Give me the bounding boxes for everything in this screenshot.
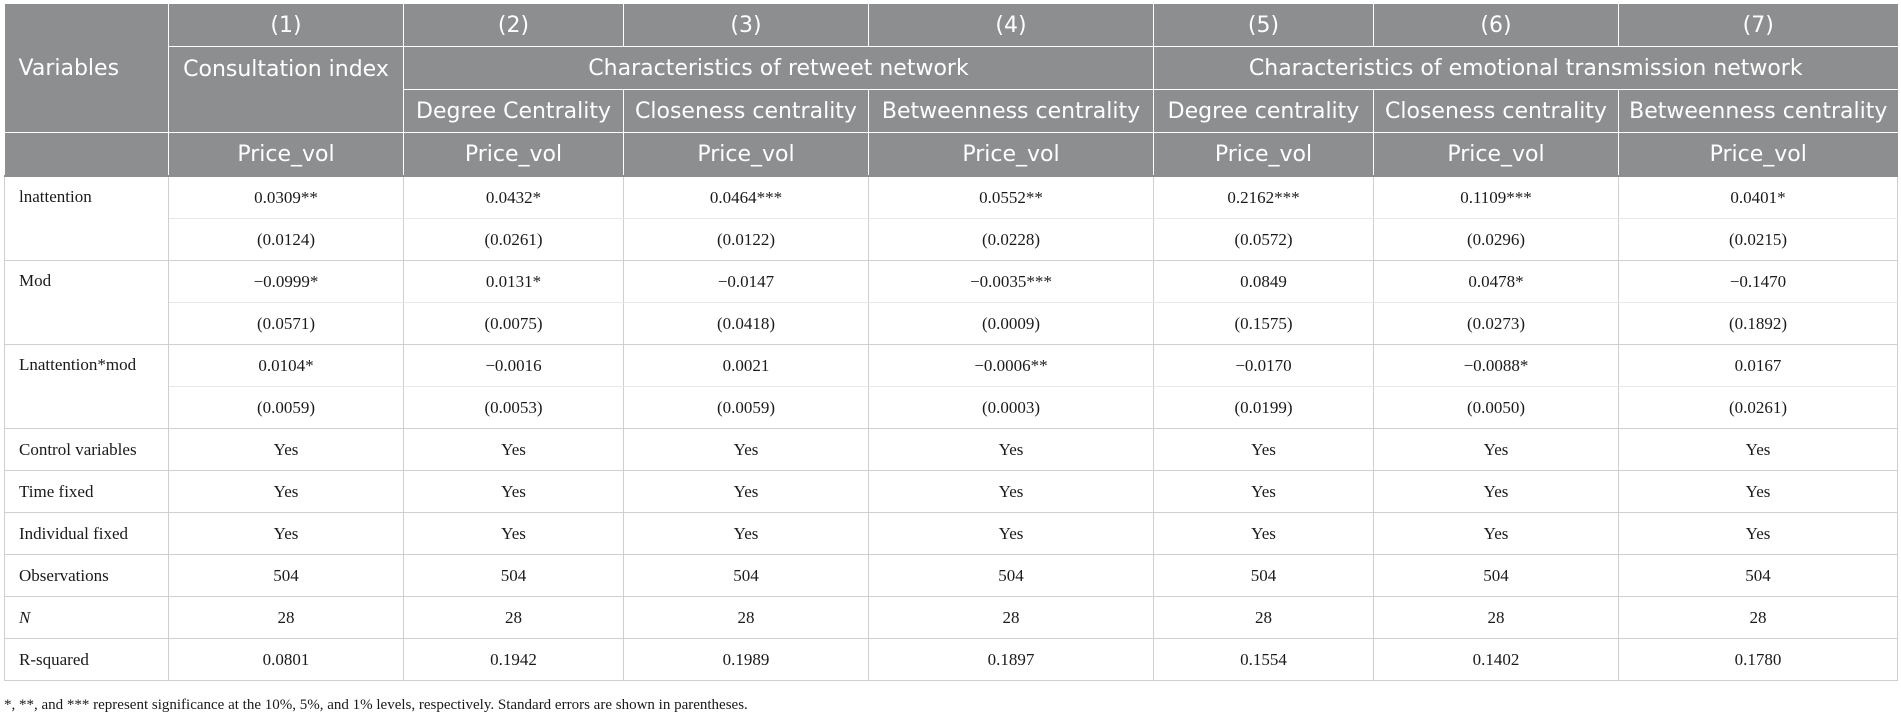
- coef-cell: 0.0464***: [624, 176, 869, 219]
- variables-header: Variables: [5, 4, 169, 133]
- table-row: [5, 429, 1898, 471]
- coef-cell: 0.0478*: [1374, 261, 1619, 303]
- value-cell: Yes: [869, 471, 1154, 513]
- se-cell: (0.0571): [169, 303, 404, 345]
- coef-cell: 0.0167: [1619, 345, 1898, 387]
- table-row: [5, 387, 1898, 429]
- dep-var-header: Price_vol: [169, 133, 404, 177]
- value-cell: Yes: [1154, 471, 1374, 513]
- row-label: R-squared: [5, 639, 169, 681]
- value-cell: 28: [1374, 597, 1619, 639]
- subhead: Closeness centrality: [624, 90, 869, 133]
- value-cell: 0.1942: [404, 639, 624, 681]
- regression-table: [4, 4, 1898, 681]
- coef-cell: −0.1470: [1619, 261, 1898, 303]
- value-cell: 0.1554: [1154, 639, 1374, 681]
- se-cell: (0.0296): [1374, 219, 1619, 261]
- value-cell: 504: [169, 555, 404, 597]
- table-row: [5, 513, 1898, 555]
- regression-table-container: [4, 4, 1897, 681]
- value-cell: Yes: [169, 513, 404, 555]
- value-cell: 0.1897: [869, 639, 1154, 681]
- table-row: [5, 639, 1898, 681]
- row-label: lnattention: [5, 176, 169, 261]
- value-cell: 28: [624, 597, 869, 639]
- value-cell: 28: [169, 597, 404, 639]
- table-footnote: *, **, and *** represent significance at the 10%, 5%, and 1% levels, respectively. Standard errors are shown in parentheses.: [4, 697, 748, 713]
- coef-cell: −0.0088*: [1374, 345, 1619, 387]
- coef-cell: 0.0552**: [869, 176, 1154, 219]
- value-cell: Yes: [624, 471, 869, 513]
- value-cell: 0.1402: [1374, 639, 1619, 681]
- coef-cell: −0.0170: [1154, 345, 1374, 387]
- value-cell: Yes: [404, 471, 624, 513]
- coef-cell: 0.0104*: [169, 345, 404, 387]
- empty-header-cell: [5, 133, 169, 177]
- value-cell: Yes: [869, 513, 1154, 555]
- coef-cell: 0.0849: [1154, 261, 1374, 303]
- value-cell: Yes: [1619, 513, 1898, 555]
- coef-cell: −0.0999*: [169, 261, 404, 303]
- se-cell: (0.0215): [1619, 219, 1898, 261]
- value-cell: 28: [869, 597, 1154, 639]
- col-number: (4): [869, 4, 1154, 47]
- coef-cell: 0.1109***: [1374, 176, 1619, 219]
- table-row: [5, 219, 1898, 261]
- coef-cell: −0.0035***: [869, 261, 1154, 303]
- value-cell: 28: [1154, 597, 1374, 639]
- table-row: [5, 261, 1898, 303]
- consultation-index-header: Consultation index: [169, 47, 404, 133]
- value-cell: Yes: [624, 429, 869, 471]
- coef-cell: 0.0021: [624, 345, 869, 387]
- table-row: [5, 176, 1898, 219]
- row-label: Mod: [5, 261, 169, 345]
- row-label: Time fixed: [5, 471, 169, 513]
- coef-cell: −0.0016: [404, 345, 624, 387]
- se-cell: (0.0261): [1619, 387, 1898, 429]
- se-cell: (0.1892): [1619, 303, 1898, 345]
- emotional-group-header: Characteristics of emotional transmission network: [1154, 47, 1898, 90]
- dep-var-header: Price_vol: [1374, 133, 1619, 177]
- value-cell: Yes: [1374, 429, 1619, 471]
- dep-var-header: Price_vol: [1619, 133, 1898, 177]
- value-cell: 0.1780: [1619, 639, 1898, 681]
- value-cell: 504: [1619, 555, 1898, 597]
- value-cell: 504: [404, 555, 624, 597]
- row-label: Individual fixed: [5, 513, 169, 555]
- col-number: (1): [169, 4, 404, 47]
- coef-cell: 0.0131*: [404, 261, 624, 303]
- se-cell: (0.0228): [869, 219, 1154, 261]
- value-cell: Yes: [1619, 471, 1898, 513]
- value-cell: 504: [1154, 555, 1374, 597]
- table-header: [5, 4, 1898, 176]
- value-cell: Yes: [1619, 429, 1898, 471]
- col-number: (6): [1374, 4, 1619, 47]
- se-cell: (0.0059): [624, 387, 869, 429]
- col-number: (7): [1619, 4, 1898, 47]
- dep-var-header: Price_vol: [1154, 133, 1374, 177]
- row-label: Control variables: [5, 429, 169, 471]
- se-cell: (0.0009): [869, 303, 1154, 345]
- col-number: (3): [624, 4, 869, 47]
- se-cell: (0.0003): [869, 387, 1154, 429]
- dep-var-header: Price_vol: [404, 133, 624, 177]
- dep-var-header: Price_vol: [869, 133, 1154, 177]
- value-cell: 504: [869, 555, 1154, 597]
- coef-cell: 0.0401*: [1619, 176, 1898, 219]
- table-row: [5, 555, 1898, 597]
- value-cell: 0.0801: [169, 639, 404, 681]
- retweet-group-header: Characteristics of retweet network: [404, 47, 1154, 90]
- se-cell: (0.0572): [1154, 219, 1374, 261]
- se-cell: (0.0053): [404, 387, 624, 429]
- value-cell: Yes: [169, 471, 404, 513]
- subhead: Closeness centrality: [1374, 90, 1619, 133]
- coef-cell: 0.2162***: [1154, 176, 1374, 219]
- coef-cell: −0.0147: [624, 261, 869, 303]
- se-cell: (0.0273): [1374, 303, 1619, 345]
- value-cell: Yes: [1154, 429, 1374, 471]
- table-row: [5, 471, 1898, 513]
- subhead: Betweenness centrality: [1619, 90, 1898, 133]
- se-cell: (0.0418): [624, 303, 869, 345]
- value-cell: Yes: [404, 513, 624, 555]
- value-cell: 504: [624, 555, 869, 597]
- table-row: [5, 597, 1898, 639]
- subhead: Degree Centrality: [404, 90, 624, 133]
- table-row: [5, 303, 1898, 345]
- value-cell: Yes: [1154, 513, 1374, 555]
- table-row: [5, 345, 1898, 387]
- se-cell: (0.0050): [1374, 387, 1619, 429]
- value-cell: 0.1989: [624, 639, 869, 681]
- coef-cell: −0.0006**: [869, 345, 1154, 387]
- table-body: [5, 176, 1898, 681]
- value-cell: 28: [404, 597, 624, 639]
- value-cell: Yes: [869, 429, 1154, 471]
- value-cell: Yes: [404, 429, 624, 471]
- value-cell: Yes: [1374, 471, 1619, 513]
- subhead: Betweenness centrality: [869, 90, 1154, 133]
- se-cell: (0.0261): [404, 219, 624, 261]
- se-cell: (0.0124): [169, 219, 404, 261]
- row-label: Lnattention*mod: [5, 345, 169, 429]
- col-number: (5): [1154, 4, 1374, 47]
- coef-cell: 0.0309**: [169, 176, 404, 219]
- row-label: Observations: [5, 555, 169, 597]
- se-cell: (0.1575): [1154, 303, 1374, 345]
- col-number: (2): [404, 4, 624, 47]
- value-cell: 504: [1374, 555, 1619, 597]
- dep-var-header: Price_vol: [624, 133, 869, 177]
- se-cell: (0.0199): [1154, 387, 1374, 429]
- row-label: N: [5, 597, 169, 639]
- value-cell: 28: [1619, 597, 1898, 639]
- se-cell: (0.0075): [404, 303, 624, 345]
- value-cell: Yes: [169, 429, 404, 471]
- se-cell: (0.0122): [624, 219, 869, 261]
- coef-cell: 0.0432*: [404, 176, 624, 219]
- value-cell: Yes: [1374, 513, 1619, 555]
- se-cell: (0.0059): [169, 387, 404, 429]
- subhead: Degree centrality: [1154, 90, 1374, 133]
- value-cell: Yes: [624, 513, 869, 555]
